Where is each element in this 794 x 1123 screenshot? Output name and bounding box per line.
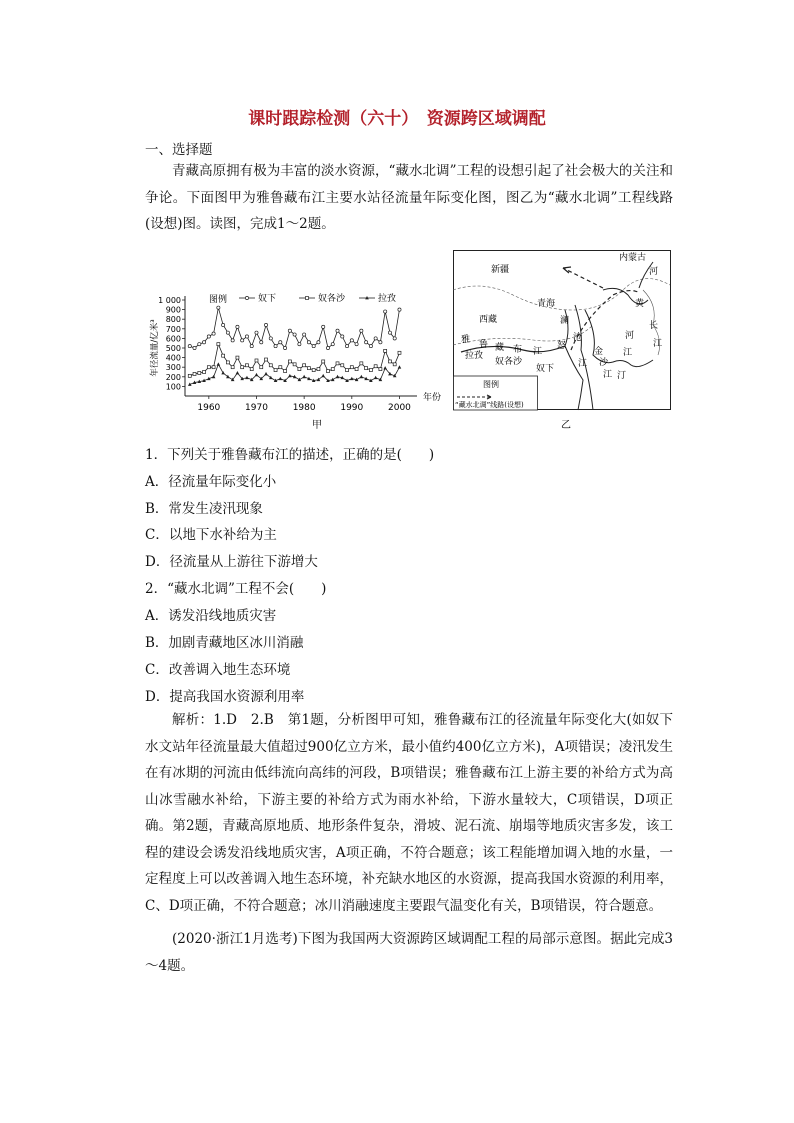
data-point xyxy=(264,372,268,375)
data-point xyxy=(217,343,220,346)
data-point xyxy=(360,375,364,378)
legend-label: 奴下 xyxy=(258,294,277,304)
data-point xyxy=(241,339,244,342)
data-point xyxy=(374,376,378,379)
map-caption: 乙 xyxy=(561,420,571,431)
data-point xyxy=(217,362,221,365)
data-point xyxy=(202,341,205,344)
x-tick-label: 1980 xyxy=(292,403,316,413)
data-point xyxy=(298,343,301,346)
y-axis-label: 年径流量/亿米³ xyxy=(150,319,160,377)
data-point xyxy=(245,296,248,299)
data-point xyxy=(322,360,325,363)
data-point xyxy=(260,366,263,369)
y-tick-label: 600 xyxy=(165,334,181,344)
x-tick-label: 1990 xyxy=(340,403,364,413)
data-point xyxy=(341,364,344,367)
map-label: 沙 xyxy=(599,358,609,368)
data-point xyxy=(193,372,196,375)
chart-series xyxy=(188,306,401,386)
data-point xyxy=(306,297,309,300)
data-point xyxy=(369,344,372,347)
data-point xyxy=(398,308,401,311)
map-label: 藏 xyxy=(495,343,505,353)
next-question-intro: (2020·浙江1月选考)下图为我国两大资源跨区域调配工程的局部示意图。据此完成3～4题。 xyxy=(145,931,673,974)
map-label: 怒 xyxy=(557,341,567,351)
data-point xyxy=(369,369,372,372)
data-point xyxy=(355,368,358,371)
legend-label: 奴各沙 xyxy=(318,294,346,304)
legend-label: 拉孜 xyxy=(378,294,397,304)
data-point xyxy=(307,367,310,370)
data-point xyxy=(236,325,239,328)
data-point xyxy=(365,341,368,344)
map-label: 布 xyxy=(513,345,523,355)
data-point xyxy=(350,366,353,369)
data-point xyxy=(388,360,391,363)
map-label: 西藏 xyxy=(479,315,498,325)
map-label: 奴下 xyxy=(536,364,555,374)
map-label: 内蒙古 xyxy=(619,253,647,263)
data-point xyxy=(207,366,210,369)
data-point xyxy=(312,369,315,372)
map-label: 金 xyxy=(594,347,604,357)
y-tick-label: 700 xyxy=(165,324,181,334)
series-1 xyxy=(188,343,401,378)
chart-axes xyxy=(149,296,441,413)
data-point xyxy=(241,366,244,369)
map-label: 河 xyxy=(625,331,635,341)
y-tick-label: 1 000 xyxy=(158,296,181,305)
question-2-option: D．提高我国水资源利用率 xyxy=(145,689,305,705)
data-point xyxy=(207,335,210,338)
section-heading: 一、选择题 xyxy=(145,142,213,158)
data-point xyxy=(255,331,258,334)
data-point xyxy=(303,364,306,367)
data-point xyxy=(393,363,396,366)
data-point xyxy=(265,358,268,361)
data-point xyxy=(360,362,363,365)
data-point xyxy=(288,360,291,363)
data-point xyxy=(350,377,354,380)
map-label: 长 xyxy=(649,321,659,331)
data-point xyxy=(198,343,201,346)
data-point xyxy=(336,375,340,378)
data-point xyxy=(298,368,301,371)
data-point xyxy=(264,323,267,326)
data-point xyxy=(203,371,206,374)
series-line xyxy=(190,344,400,376)
data-point xyxy=(317,368,320,371)
data-point xyxy=(279,377,283,380)
map-label: 江 xyxy=(578,359,588,369)
data-point xyxy=(350,339,353,342)
x-tick-label: 1970 xyxy=(245,403,268,413)
data-point xyxy=(279,366,282,369)
analysis-paragraph: 解析：1.D 2.B 第1题，分析图甲可知，雅鲁藏布江的径流量年际变化大(如奴下水文站年径流量最大值超过900亿立方米，最小值约400亿立方米)，A项错误；凌汛发生在有冰期的河流由低纬流向高纬的河段，B项错误；雅鲁藏布江上游主要的补给方式为高山冰雪融水补给，下游主要的补给方式为雨水补给，下游水量较大，C项错误，D项正确。第2题，青藏高原地质、地形条件复杂，滑坡、泥石流、崩塌等地质灾害多发，该工程的建设会诱发沿线地质灾害，A项正确，不符合题意；该工程能增加调入地的水量，一定程度上可以改善调入地生态环境，补充缺水地区的水资源，提高我国水资源的利用率，C、D项正确，不符合题意；冰川消融速度主要跟气温变化有关，B项错误，符合题意。 xyxy=(145,712,673,914)
data-point xyxy=(245,335,248,338)
map-label: 拉孜 xyxy=(465,351,484,361)
data-point xyxy=(260,341,263,344)
map-label: 澜 xyxy=(560,316,570,326)
data-point xyxy=(384,310,387,313)
x-tick-label: 1960 xyxy=(197,403,221,413)
data-point xyxy=(303,333,306,336)
data-point xyxy=(269,364,272,367)
route-map xyxy=(453,250,671,433)
x-axis-label: 年份 xyxy=(423,393,442,403)
map-label: 江 xyxy=(603,370,613,380)
map-label: 汀 xyxy=(617,371,627,381)
data-point xyxy=(188,344,191,347)
data-point xyxy=(255,373,259,376)
data-point xyxy=(383,366,387,369)
data-point xyxy=(345,344,348,347)
data-point xyxy=(288,374,292,377)
data-point xyxy=(212,366,215,369)
x-tick-label: 2000 xyxy=(388,403,411,413)
map-label: 江 xyxy=(533,347,543,357)
data-point xyxy=(346,369,349,372)
series-line xyxy=(190,364,400,384)
question-2-option: C．改善调入地生态环境 xyxy=(145,662,291,678)
y-tick-label: 500 xyxy=(165,344,181,353)
data-point xyxy=(379,368,382,371)
data-point xyxy=(302,375,306,378)
intro-paragraph: 青藏高原拥有极为丰富的淡水资源，“藏水北调”工程的设想引起了社会极大的关注和争论。下面图甲为雅鲁藏布江主要水站径流量年际变化图，图乙为“藏水北调”工程线路(设想)图。读图，完成1～2题。 xyxy=(145,163,673,232)
data-point xyxy=(231,339,234,342)
data-point xyxy=(321,374,325,377)
runoff-chart xyxy=(147,288,442,436)
y-tick-label: 400 xyxy=(165,353,181,363)
question-2-stem: 2．“藏水北调”工程不会( ) xyxy=(145,581,327,597)
data-point xyxy=(374,365,377,368)
data-point xyxy=(307,341,310,344)
data-point xyxy=(212,332,215,335)
data-point xyxy=(336,329,339,332)
question-1-option: C．以地下水补给为主 xyxy=(145,527,277,543)
data-point xyxy=(193,346,196,349)
map-label: 河 xyxy=(649,267,659,277)
map-label: 黄 xyxy=(635,299,645,309)
data-point xyxy=(212,375,216,378)
map-label: 沧 xyxy=(573,333,583,343)
data-point xyxy=(331,368,334,371)
map-legend-title: 图例 xyxy=(483,380,499,389)
data-point xyxy=(198,371,201,374)
map-label: 新疆 xyxy=(491,265,510,275)
question-1-stem: 1．下列关于雅鲁藏布江的描述，正确的是( ) xyxy=(145,447,435,463)
data-point xyxy=(226,361,229,364)
question-2-option: A．诱发沿线地质灾害 xyxy=(145,608,277,624)
map-label: 江 xyxy=(623,348,633,358)
data-point xyxy=(293,333,296,336)
data-point xyxy=(288,329,291,332)
question-1-option: A．径流量年际变化小 xyxy=(145,474,277,490)
data-point xyxy=(245,376,249,379)
data-point xyxy=(222,323,225,326)
map-label: 雅 xyxy=(461,335,471,345)
data-point xyxy=(398,365,402,368)
data-point xyxy=(279,341,282,344)
data-point xyxy=(284,370,287,373)
question-1-option: B．常发生凌汛现象 xyxy=(145,501,263,517)
y-tick-label: 200 xyxy=(165,372,181,382)
data-point xyxy=(236,356,239,359)
data-point xyxy=(384,349,387,352)
data-point xyxy=(269,337,272,340)
data-point xyxy=(398,351,401,354)
data-point xyxy=(236,371,240,374)
data-point xyxy=(255,359,258,362)
data-point xyxy=(322,325,325,328)
data-point xyxy=(379,341,382,344)
chart-caption: 甲 xyxy=(312,420,322,431)
data-point xyxy=(365,367,368,370)
data-point xyxy=(283,346,286,349)
data-point xyxy=(326,346,329,349)
data-point xyxy=(274,344,277,347)
data-point xyxy=(226,331,229,334)
question-1-option: D．径流量从上游往下游增大 xyxy=(145,554,318,570)
data-point xyxy=(231,366,234,369)
data-point xyxy=(250,344,253,347)
data-point xyxy=(217,306,220,309)
data-point xyxy=(360,329,363,332)
y-tick-label: 800 xyxy=(165,315,181,325)
map-label: 奴各沙 xyxy=(495,357,523,367)
data-point xyxy=(274,369,277,372)
data-point xyxy=(341,335,344,338)
y-tick-label: 300 xyxy=(165,363,181,373)
data-point xyxy=(374,337,377,340)
question-2-option: B．加剧青藏地区冰川消融 xyxy=(145,635,304,651)
data-point xyxy=(393,337,396,340)
map-label: 鲁 xyxy=(479,340,489,350)
data-point xyxy=(331,343,334,346)
data-point xyxy=(355,343,358,346)
page-title: 课时跟踪检测（六十） 资源跨区域调配 xyxy=(248,109,546,129)
map-label: 青海 xyxy=(537,299,556,309)
data-point xyxy=(326,370,329,373)
data-point xyxy=(245,364,248,367)
y-tick-label: 900 xyxy=(165,305,181,315)
y-tick-label: 100 xyxy=(165,382,181,392)
data-point xyxy=(317,341,320,344)
data-point xyxy=(312,344,315,347)
data-point xyxy=(388,331,391,334)
map-legend-item: “藏水北调”线路(设想) xyxy=(455,401,524,409)
chart-legend xyxy=(239,292,396,304)
data-point xyxy=(293,363,296,366)
data-point xyxy=(188,374,191,377)
data-point xyxy=(336,362,339,365)
data-point xyxy=(222,354,225,357)
data-point xyxy=(250,368,253,371)
map-label: 江 xyxy=(653,339,663,349)
chart-legend-title: 图例 xyxy=(209,295,228,305)
